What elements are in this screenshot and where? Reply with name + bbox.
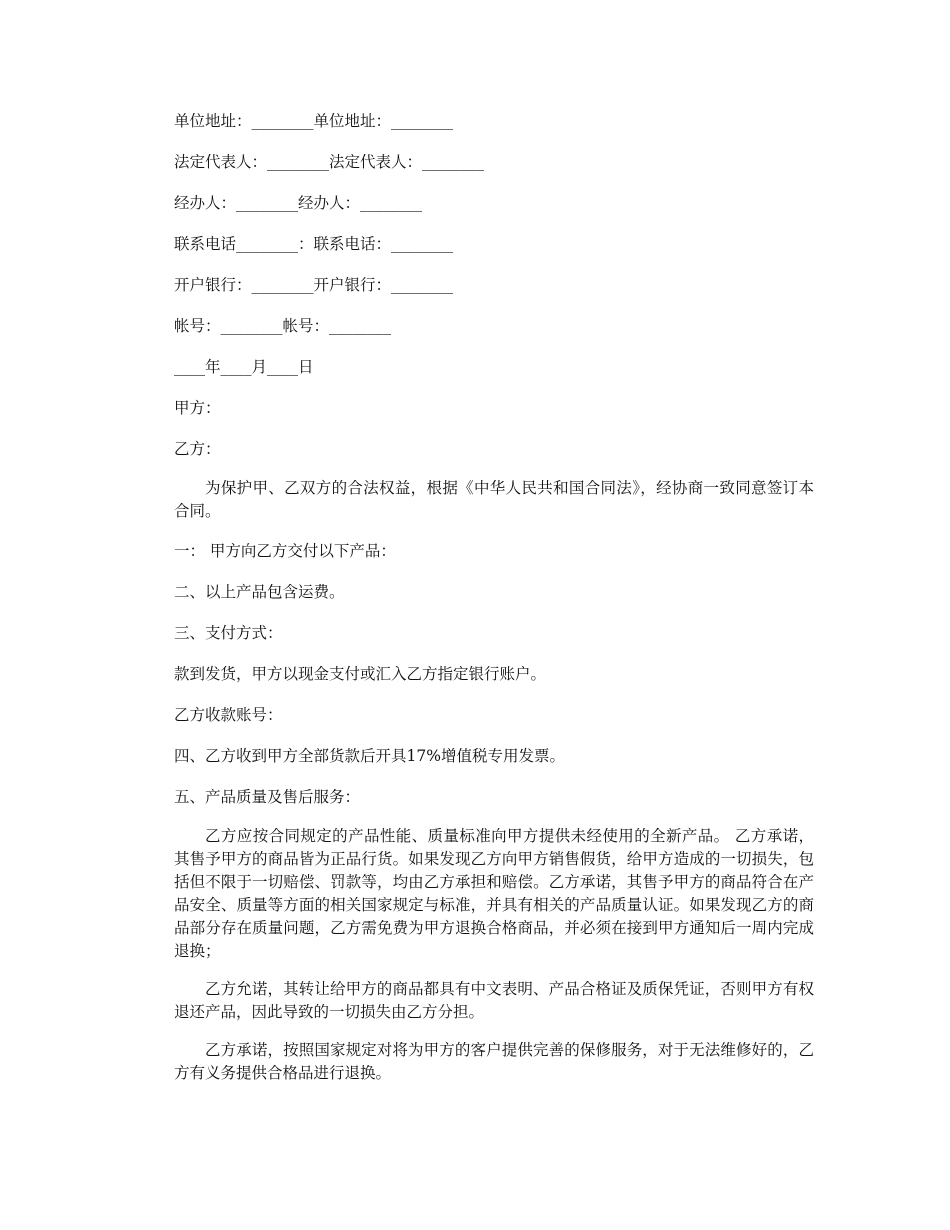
warranty-paragraph: 乙方承诺，按照国家规定对将为甲方的客户提供完善的保修服务，对于无法维修好的，乙方有义务提供合格品进行退换。 <box>174 1041 814 1082</box>
payment-method-text: 款到发货，甲方以现金支付或汇入乙方指定银行账户。 <box>174 665 547 683</box>
clause-4: 四、乙方收到甲方全部货款后开具17%增值税专用发票。 <box>174 747 565 765</box>
handler-line: 经办人：________经办人：________ <box>174 194 423 212</box>
bank-line: 开户银行：________开户银行：________ <box>174 276 454 294</box>
clause-3: 三、支付方式： <box>174 624 283 642</box>
clause-1: 一： 甲方向乙方交付以下产品： <box>174 542 396 560</box>
contract-page <box>174 108 814 1100</box>
phone-line: 联系电话________：联系电话：________ <box>174 235 454 253</box>
receiving-account-line: 乙方收款账号： <box>174 706 283 724</box>
account-line: 帐号：________帐号：________ <box>174 317 392 335</box>
intro-paragraph: 为保护甲、乙双方的合法权益，根据《中华人民共和国合同法》，经协商一致同意签订本合同。 <box>174 479 814 520</box>
labeling-paragraph: 乙方允诺，其转让给甲方的商品都具有中文表明、产品合格证及质保凭证，否则甲方有权退还产品，因此导致的一切损失由乙方分担。 <box>174 980 814 1021</box>
party-a-line: 甲方： <box>174 399 221 417</box>
date-line: ____年____月____日 <box>174 358 314 376</box>
party-b-line: 乙方： <box>174 440 221 458</box>
legal-representative-line: 法定代表人：________法定代表人：________ <box>174 153 485 171</box>
quality-paragraph: 乙方应按合同规定的产品性能、质量标准向甲方提供未经使用的全新产品。 乙方承诺，其售予甲方的商品皆为正品行货。如果发现乙方向甲方销售假货，给甲方造成的一切损失，包括但不限于一切赔偿、罚款等，均由乙方承担和赔偿。乙方承诺，其售予甲方的商品符合在产品安全、质量等方面的相关国家规定与标准，并具有相关的产品质量认证。如果发现乙方的商品部分存在质量问题，乙方需免费为甲方退换合格商品，并必须在接到甲方通知后一周内完成退换； <box>174 827 814 960</box>
clause-2: 二、以上产品包含运费。 <box>174 583 345 601</box>
clause-5: 五、产品质量及售后服务： <box>174 788 361 806</box>
address-line: 单位地址：________单位地址：________ <box>174 112 454 130</box>
